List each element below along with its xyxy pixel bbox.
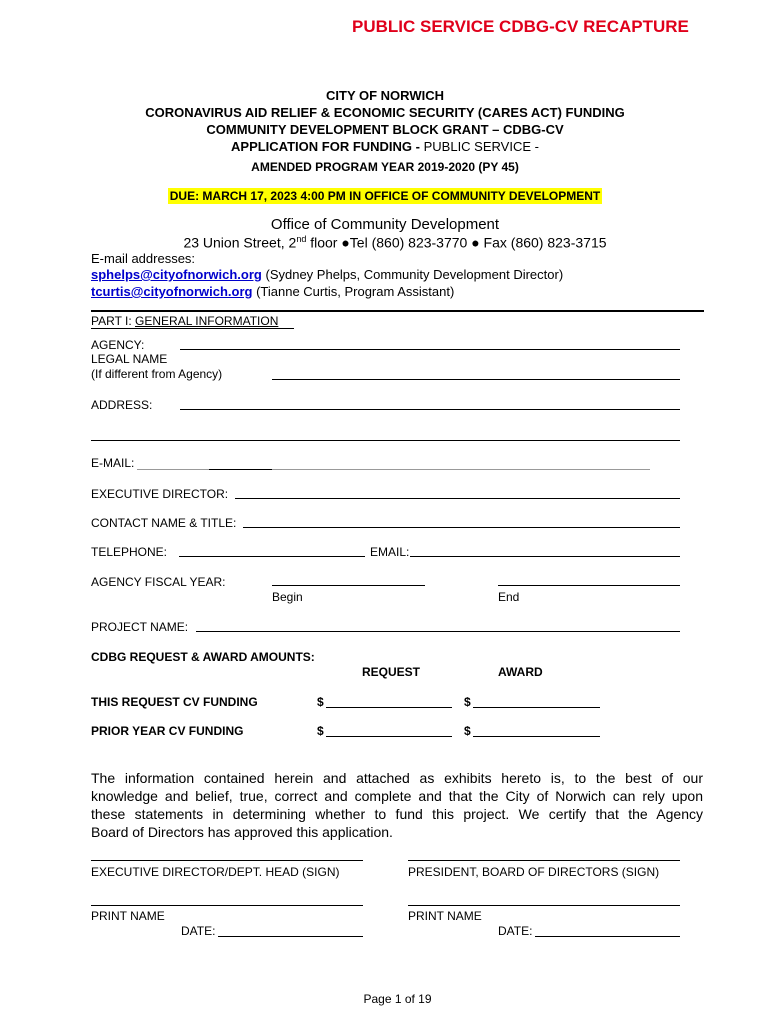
right-date-label: DATE:	[498, 924, 533, 938]
part1-under-rule	[91, 328, 294, 329]
president-sign-line[interactable]	[408, 860, 680, 861]
cdbg-title: COMMUNITY DEVELOPMENT BLOCK GRANT – CDBG-CV	[206, 122, 564, 137]
office-name: Office of Community Development	[270, 216, 500, 233]
address-field-2[interactable]	[91, 440, 680, 441]
project-name-label: PROJECT NAME:	[91, 620, 189, 634]
email2-field[interactable]	[410, 556, 680, 557]
award-column-header: AWARD	[498, 665, 543, 679]
telephone-label: TELEPHONE:	[91, 545, 168, 559]
currency-symbol: $	[317, 724, 324, 738]
form-banner: PUBLIC SERVICE CDBG-CV RECAPTURE	[352, 17, 689, 36]
this-request-label: THIS REQUEST CV FUNDING	[91, 695, 258, 709]
email-link-sphelps[interactable]: sphelps@cityofnorwich.org	[91, 267, 262, 282]
right-print-name-label: PRINT NAME	[408, 909, 482, 923]
amounts-heading: CDBG REQUEST & AWARD AMOUNTS:	[91, 650, 315, 664]
right-date-field[interactable]	[535, 936, 680, 937]
part1-heading: PART I: GENERAL INFORMATION	[91, 314, 279, 328]
address-field-1[interactable]	[180, 409, 680, 410]
page-number: Page 1 of 19	[363, 992, 432, 1006]
application-title: APPLICATION FOR FUNDING - PUBLIC SERVICE -	[231, 139, 539, 154]
currency-symbol: $	[464, 695, 471, 709]
email-label: E-MAIL:	[91, 456, 135, 470]
exec-director-field[interactable]	[235, 498, 680, 499]
prior-request-amount-field[interactable]	[326, 736, 452, 737]
fiscal-begin-field[interactable]	[272, 585, 425, 586]
left-date-field[interactable]	[218, 936, 363, 937]
left-print-name-label: PRINT NAME	[91, 909, 165, 923]
currency-symbol: $	[464, 724, 471, 738]
exec-director-sign-line[interactable]	[91, 860, 363, 861]
project-name-field[interactable]	[196, 631, 680, 632]
request-column-header: REQUEST	[362, 665, 421, 679]
fiscal-begin-label: Begin	[272, 590, 303, 604]
emails-label: E-mail addresses:	[91, 251, 196, 266]
email-link-tcurtis[interactable]: tcurtis@cityofnorwich.org	[91, 284, 253, 299]
contact-line-1: sphelps@cityofnorwich.org (Sydney Phelps, Community Development Director)	[91, 267, 564, 282]
this-request-amount-field[interactable]	[326, 707, 452, 708]
city-title: CITY OF NORWICH	[326, 88, 444, 103]
prior-award-amount-field[interactable]	[473, 736, 600, 737]
address-label: ADDRESS:	[91, 398, 153, 412]
agency-field[interactable]	[180, 349, 680, 350]
program-year: AMENDED PROGRAM YEAR 2019-2020 (PY 45)	[251, 160, 519, 174]
currency-symbol: $	[317, 695, 324, 709]
president-sign-label: PRESIDENT, BOARD OF DIRECTORS (SIGN)	[408, 865, 660, 879]
left-date-label: DATE:	[181, 924, 216, 938]
cares-title: CORONAVIRUS AID RELIEF & ECONOMIC SECURITY (CARES ACT) FUNDING	[145, 105, 625, 120]
due-date-row	[0, 189, 770, 203]
legal-name-label: LEGAL NAME	[91, 352, 168, 366]
agency-label: AGENCY:	[91, 338, 145, 352]
office-address: 23 Union Street, 2nd floor ●Tel (860) 823-3770 ● Fax (860) 823-3715	[183, 234, 607, 251]
fiscal-end-field[interactable]	[498, 585, 680, 586]
contact-line-2: tcurtis@cityofnorwich.org (Tianne Curtis, Program Assistant)	[91, 284, 455, 299]
contact-field[interactable]	[243, 527, 680, 528]
fiscal-end-label: End	[498, 590, 520, 604]
legal-name-note: (If different from Agency)	[91, 367, 223, 381]
this-award-amount-field[interactable]	[473, 707, 600, 708]
telephone-field[interactable]	[179, 556, 365, 557]
certification-paragraph: The information contained herein and attached as exhibits hereto is, to the best of our knowledge and belief, true, correct and complete and that the City of Norwich can rely upon these statements in determining whether to fund this project. We certify that the Agency Board of Directors has approved this application.	[91, 770, 703, 840]
prior-year-label: PRIOR YEAR CV FUNDING	[91, 724, 244, 738]
exec-director-sign-label: EXECUTIVE DIRECTOR/DEPT. HEAD (SIGN)	[91, 865, 340, 879]
email-field-dark	[209, 469, 272, 470]
due-date: DUE: MARCH 17, 2023 4:00 PM IN OFFICE OF COMMUNITY DEVELOPMENT	[169, 189, 601, 203]
section-divider	[91, 310, 704, 312]
header-block	[0, 87, 770, 155]
exec-director-label: EXECUTIVE DIRECTOR:	[91, 487, 229, 501]
contact-label: CONTACT NAME & TITLE:	[91, 516, 237, 530]
fiscal-year-label: AGENCY FISCAL YEAR:	[91, 575, 226, 589]
email2-label: EMAIL:	[370, 545, 410, 559]
left-print-name-line[interactable]	[91, 905, 363, 906]
right-print-name-line[interactable]	[408, 905, 680, 906]
legal-name-field[interactable]	[272, 379, 680, 380]
